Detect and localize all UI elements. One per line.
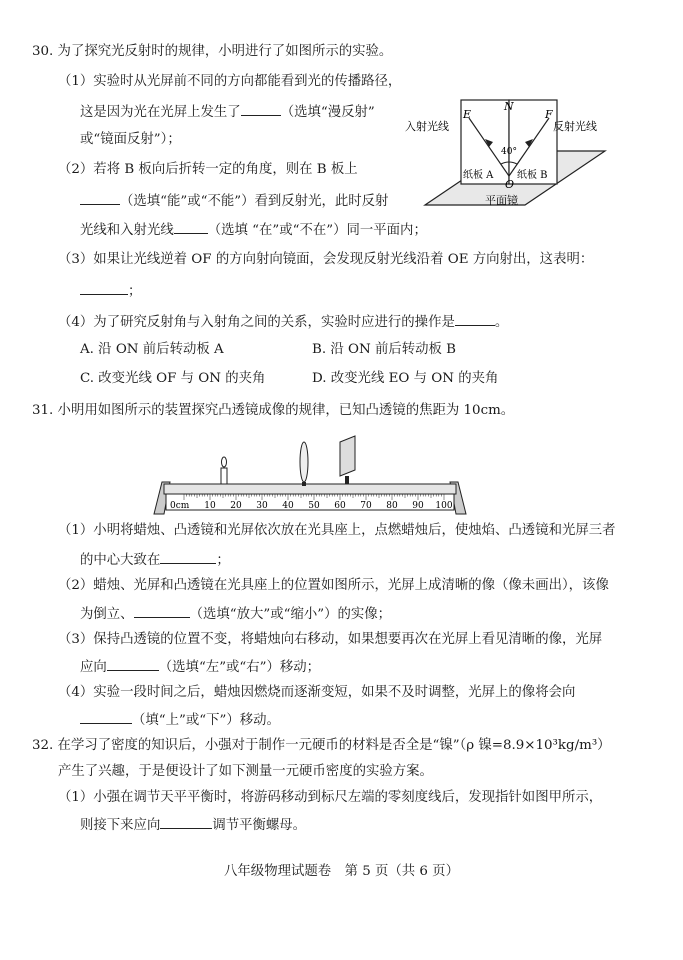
q31-p1b-post: ；: [216, 553, 230, 568]
q31-p2-blank[interactable]: [134, 603, 190, 618]
label-board-b: 纸板 B: [517, 170, 548, 181]
q31-p2a: （2）蜡烛、光屏和凸透镜在光具座上的位置如图所示，光屏上成清晰的像（像未画出），该像: [58, 578, 609, 593]
ruler-label: 60: [334, 501, 346, 511]
ruler-label: 40: [282, 501, 294, 511]
optical-bench-figure: [150, 422, 470, 520]
lens-shape: [300, 442, 308, 482]
q30-p4: [58, 311, 508, 333]
q30-option-d: D. 改变光线 EO 与 ON 的夹角: [312, 371, 499, 386]
q32-stem-a: 32. 在学习了密度的知识后，小强对于制作一元硬币的材料是否全是“镍”（ρ 镍=8.9×10³kg/m³）: [32, 738, 611, 753]
q30-stem: 30. 为了探究光反射时的规律，小明进行了如图所示的实验。: [32, 44, 393, 59]
label-board-a: 纸板 A: [463, 170, 494, 181]
q30-p2-blank2[interactable]: [174, 219, 208, 234]
q31-p4a: （4）实验一段时间之后，蜡烛因燃烧而逐渐变短，如果不及时调整，光屏上的像将会向: [58, 685, 576, 700]
q32-p1b: [80, 814, 306, 836]
q30-p1a: （1）实验时从光屏前不同的方向都能看到光的传播路径，: [58, 74, 402, 89]
label-mirror: 平面镜: [485, 194, 518, 207]
q30-p3b: [80, 280, 141, 302]
bench-rail: [164, 484, 456, 494]
q30-p1b: [80, 101, 375, 123]
candle-body: [221, 468, 227, 484]
ruler-label: 70: [360, 501, 372, 511]
q31-p1b: [80, 549, 230, 571]
q32-stem-b: 产生了兴趣，于是便设计了如下测量一元硬币密度的实验方案。: [58, 764, 433, 779]
q30-p1c: 或“镜面反射”）；: [80, 132, 181, 147]
ruler-label: 80: [386, 501, 398, 511]
screen-panel: [340, 436, 355, 476]
q31-p4b-text: （填“上”或“下”）移动。: [132, 713, 280, 728]
q31-p2b-pre: 为倒立、: [80, 607, 134, 622]
lens-holder: [302, 482, 306, 486]
q30-option-b: B. 沿 ON 前后转动板 B: [312, 342, 457, 357]
q30-p4-text: （4）为了研究反射角与入射角之间的关系，实验时应进行的操作是: [58, 315, 455, 330]
light-screen: [340, 436, 355, 484]
q31-p3b: [80, 656, 320, 678]
ruler-label: 0cm: [170, 501, 190, 511]
label-angle: 40°: [501, 147, 517, 157]
label-f: F: [545, 108, 553, 121]
label-incident: 入射光线: [405, 120, 449, 133]
label-o: O: [505, 178, 515, 191]
q30-p2a: （2）若将 B 板向后折转一定的角度，则在 B 板上: [58, 162, 358, 177]
q31-p1-blank[interactable]: [160, 549, 216, 564]
q30-p4-blank[interactable]: [455, 311, 495, 326]
q30-p2c-pre: 光线和入射光线: [80, 223, 174, 238]
q30-p2b-text: （选填“能”或“不能”）看到反射光，此时反射: [120, 194, 389, 209]
label-e: E: [463, 108, 472, 121]
ruler-label: 20: [230, 501, 242, 511]
q30-p2c: [80, 219, 427, 241]
q31-p2b: [80, 603, 391, 625]
q30-p1b-post: （选填“漫反射”: [280, 105, 375, 120]
q30-p2c-post: （选填 “在”或“不在”）同一平面内；: [207, 223, 427, 238]
q30-p1b-pre: 这是因为光在光屏上发生了: [80, 105, 241, 120]
q30-p1-blank[interactable]: [241, 101, 281, 116]
label-n: N: [504, 100, 514, 113]
q30-p2b: [80, 190, 388, 212]
page-footer: 八年级物理试题卷 第 5 页（共 6 页）: [224, 864, 459, 879]
q30-p3a: （3）如果让光线逆着 OF 的方向射向镜面，会发现反射光线沿着 OE 方向射出，这表明：: [58, 252, 594, 267]
q30-option-c: C. 改变光线 OF 与 ON 的夹角: [80, 371, 266, 386]
q31-p4b: [80, 709, 280, 731]
q31-p3b-pre: 应向: [80, 660, 107, 675]
reflection-figure: [405, 92, 610, 217]
q31-p3b-post: （选填“左”或“右”）移动；: [158, 660, 321, 675]
q32-p1a: （1）小强在调节天平平衡时，将游码移动到标尺左端的零刻度线后，发现指针如图甲所示，: [58, 790, 603, 805]
q30-option-a: A. 沿 ON 前后转动板 A: [80, 342, 224, 357]
ruler-label: 100: [435, 501, 453, 511]
q31-p3-blank[interactable]: [107, 656, 159, 671]
ruler-label: 90: [412, 501, 424, 511]
candle-flame: [222, 457, 227, 467]
q30-p3-blank[interactable]: [80, 280, 128, 295]
screen-holder: [345, 476, 349, 484]
q31-p3a: （3）保持凸透镜的位置不变，将蜡烛向右移动，如果想要再次在光屏上看见清晰的像，光屏: [58, 632, 603, 647]
candle: [221, 457, 227, 484]
ruler-label: 50: [308, 501, 320, 511]
q30-p3b-end: ；: [128, 284, 142, 299]
q31-p2b-post: （选填“放大”或“缩小”）的实像；: [189, 607, 392, 622]
ruler-label: 10: [204, 501, 216, 511]
q30-p4-end: 。: [494, 315, 509, 330]
q31-stem: 31. 小明用如图所示的装置探究凸透镜成像的规律，已知凸透镜的焦距为 10cm。: [32, 403, 515, 418]
label-reflected: 反射光线: [553, 120, 597, 133]
q32-p1b-pre: 则接下来应向: [80, 818, 161, 833]
q31-p4-blank[interactable]: [80, 709, 132, 724]
q30-p2-blank1[interactable]: [80, 190, 120, 205]
ruler-label: 30: [256, 501, 268, 511]
q32-p1b-post: 调节平衡螺母。: [212, 818, 307, 833]
q32-p1-blank[interactable]: [160, 814, 212, 829]
q31-p1b-pre: 的中心大致在: [80, 553, 161, 568]
q31-p1a: （1）小明将蜡烛、凸透镜和光屏依次放在光具座上，点燃蜡烛后，使烛焰、凸透镜和光屏三者: [58, 523, 616, 538]
convex-lens: [300, 442, 308, 486]
